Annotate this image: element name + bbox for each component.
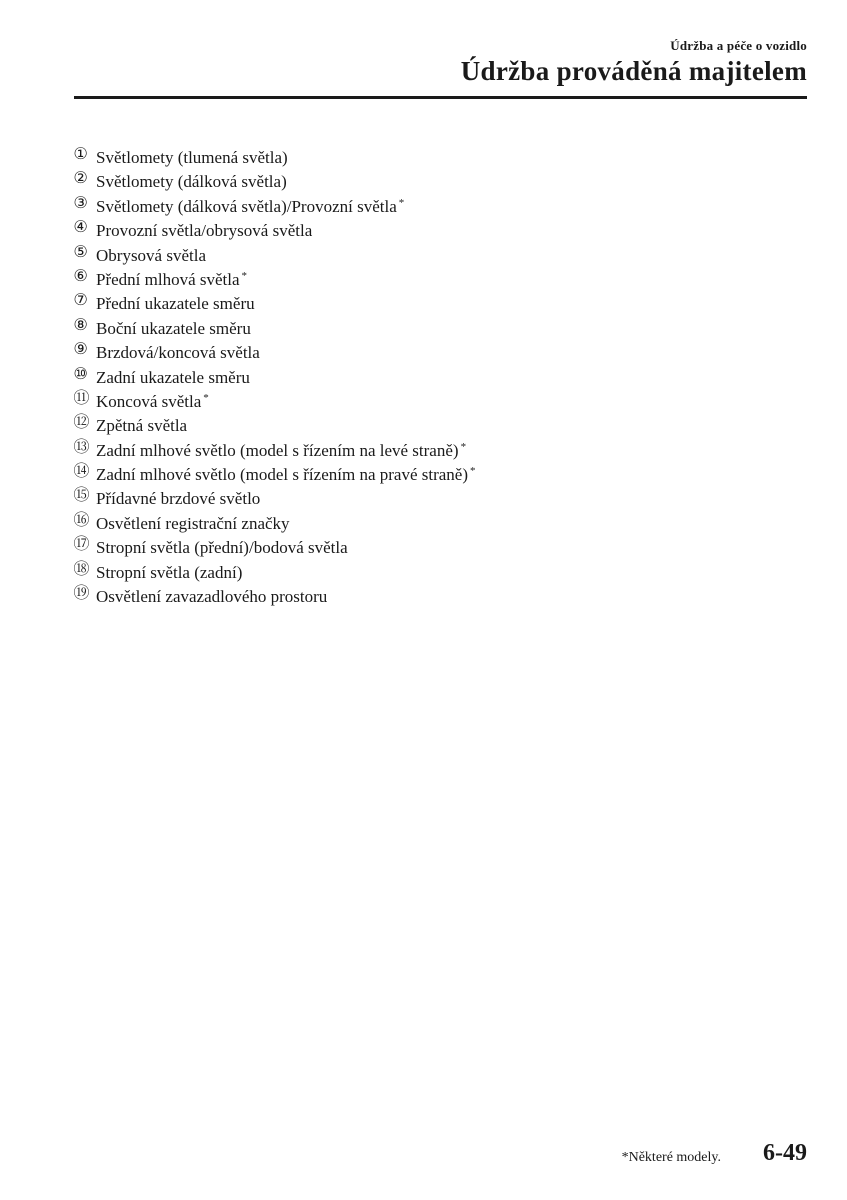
footnote-mark: * <box>241 269 248 282</box>
item-text: Stropní světla (zadní) <box>96 562 243 582</box>
item-number: ④ <box>73 217 88 237</box>
item-number: ② <box>73 168 88 188</box>
item-number: ⑲ <box>73 583 90 603</box>
item-number: ⑤ <box>73 242 88 262</box>
list-item <box>73 435 476 459</box>
item-text: Provozní světla/obrysová světla <box>96 221 313 241</box>
footnote-mark: * <box>398 196 405 209</box>
item-text: Přídavné brzdové světlo <box>96 489 261 509</box>
item-text: Přední ukazatele směru <box>96 294 255 314</box>
item-number: ⑯ <box>73 510 90 530</box>
title-divider <box>74 96 807 99</box>
list-item <box>73 337 476 361</box>
item-text: Zadní mlhové světlo (model s řízením na pravé straně) <box>96 465 468 485</box>
item-text: Obrysová světla <box>96 245 207 265</box>
item-number: ⑭ <box>73 461 90 481</box>
list-item <box>73 313 476 337</box>
footnote-mark: * <box>203 391 209 404</box>
list-item <box>73 581 476 605</box>
footnote-text: *Některé modely. <box>621 1150 721 1165</box>
item-text: Zadní mlhové světlo (model s řízením na levé straně) <box>96 440 459 460</box>
footnote-mark: * <box>460 440 467 453</box>
footnote-mark: * <box>470 465 476 478</box>
list-item <box>73 386 476 410</box>
item-text: Brzdová/koncová světla <box>96 343 260 363</box>
item-text: Boční ukazatele směru <box>96 318 251 338</box>
item-number: ⑧ <box>73 315 88 335</box>
item-number: ⑱ <box>73 559 90 579</box>
item-text: Osvětlení zavazadlového prostoru <box>96 587 328 607</box>
item-number: ⑥ <box>73 266 88 286</box>
item-number: ⑪ <box>73 388 90 408</box>
item-number: ⑦ <box>73 290 88 310</box>
list-item <box>73 483 476 507</box>
item-text: Zpětná světla <box>96 416 188 436</box>
item-number: ⑨ <box>73 339 88 359</box>
list-item <box>73 240 476 264</box>
item-text: Světlomety (dálková světla) <box>96 172 287 192</box>
item-number: ⑫ <box>73 412 90 432</box>
list-item <box>73 215 476 239</box>
item-text: Stropní světla (přední)/bodová světla <box>96 538 348 558</box>
list-item <box>73 288 476 312</box>
item-text: Světlomety (tlumená světla) <box>96 148 288 167</box>
list-item <box>73 264 476 288</box>
list-item <box>73 142 476 166</box>
page-title: Údržba prováděná majitelem <box>460 56 807 86</box>
item-number: ⑩ <box>73 364 88 384</box>
item-text: Koncová světla <box>96 391 202 411</box>
list-item <box>73 191 476 215</box>
section-heading: Údržba a péče o vozidlo <box>670 38 807 53</box>
list-item <box>73 508 476 532</box>
list-item <box>73 362 476 386</box>
item-number: ① <box>73 144 88 164</box>
item-number: ⑰ <box>73 534 90 554</box>
item-number: ⑬ <box>73 437 90 457</box>
page-number: 6-49 <box>763 1140 807 1166</box>
list-item <box>73 166 476 190</box>
list-item <box>73 410 476 434</box>
lights-list <box>73 142 476 605</box>
item-number: ③ <box>73 193 88 213</box>
item-text: Přední mlhová světla <box>96 269 240 289</box>
item-text: Zadní ukazatele směru <box>96 367 250 387</box>
item-text: Světlomety (dálková světla)/Provozní světla <box>96 196 397 216</box>
list-item <box>73 557 476 581</box>
list-item <box>73 459 476 483</box>
item-text: Osvětlení registrační značky <box>96 513 290 533</box>
list-item <box>73 532 476 556</box>
item-number: ⑮ <box>73 485 90 505</box>
